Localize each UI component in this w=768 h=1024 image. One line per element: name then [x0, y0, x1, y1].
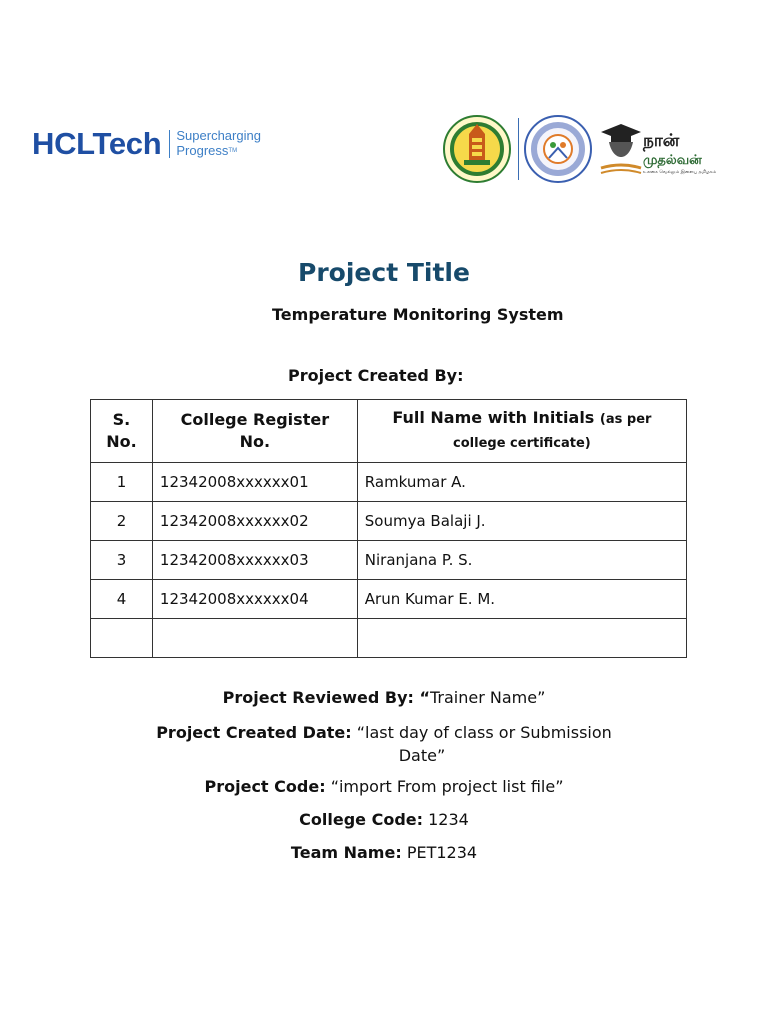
- cell-register-no: [152, 619, 357, 658]
- mudhalvan-text: முதல்வன்: [643, 153, 702, 168]
- table-row: [91, 502, 687, 541]
- cell-full-name: Soumya Balaji J.: [357, 502, 686, 541]
- header-sno: [91, 400, 153, 463]
- cell-full-name: [357, 619, 686, 658]
- naan-text: நான்: [643, 131, 680, 151]
- cell-sno: 1: [91, 463, 153, 502]
- brand-name: HCLTech: [32, 126, 162, 162]
- cell-full-name: Arun Kumar E. M.: [357, 580, 686, 619]
- header-name-main: Full Name with Initials: [392, 408, 595, 427]
- team-name-label: Team Name:: [290, 843, 402, 862]
- header-sno-line2: No.: [106, 432, 137, 451]
- header-full-name: [357, 400, 686, 463]
- cell-sno: 2: [91, 502, 153, 541]
- table-header-row: [91, 400, 687, 463]
- cell-register-no: 12342008xxxxxx01: [152, 463, 357, 502]
- cell-full-name: Ramkumar A.: [357, 463, 686, 502]
- header-name-note1: (as per: [599, 412, 652, 427]
- header-name-note2: college certificate): [453, 436, 591, 451]
- cell-register-no: 12342008xxxxxx03: [152, 541, 357, 580]
- project-code-label: Project Code:: [204, 777, 326, 796]
- brand-tm: TM: [228, 148, 238, 155]
- naan-mudhalvan-logo: [599, 118, 719, 180]
- header-register-no: [152, 400, 357, 463]
- team-name-value: PET1234: [406, 843, 478, 862]
- table-row: [91, 463, 687, 502]
- table-row: [91, 580, 687, 619]
- project-code-value: “import From project list file”: [330, 777, 564, 796]
- cell-register-no: 12342008xxxxxx02: [152, 502, 357, 541]
- table-row: [91, 619, 687, 658]
- partner-logos: [442, 114, 719, 184]
- skill-development-seal-icon: [523, 114, 593, 184]
- brand-tagline: [176, 128, 261, 159]
- cell-sno: 4: [91, 580, 153, 619]
- header-sno-line1: S.: [112, 410, 131, 429]
- table-row: [91, 541, 687, 580]
- members-table: [90, 399, 687, 658]
- cell-sno: [91, 619, 153, 658]
- naan-caption-text: உலகை வெல்லும் இளைய தமிழகம்: [643, 170, 717, 175]
- hcltech-logo: [32, 126, 261, 162]
- project-code-line: [0, 777, 768, 796]
- created-date-value-2: Date”: [398, 746, 446, 765]
- project-subtitle: Temperature Monitoring System: [272, 305, 564, 324]
- brand-tagline-line2: Progress: [176, 143, 229, 158]
- reviewed-by-value: Trainer Name”: [429, 688, 546, 707]
- tamil-nadu-emblem-icon: [442, 114, 512, 184]
- team-name-line: [0, 843, 768, 862]
- created-date-value-1: “last day of class or Submission: [356, 723, 612, 742]
- created-by-label: Project Created By:: [288, 366, 464, 385]
- page-title: Project Title: [298, 258, 470, 287]
- cell-full-name: Niranjana P. S.: [357, 541, 686, 580]
- header-reg-line1: College Register: [180, 410, 330, 429]
- header-reg-line2: No.: [239, 432, 271, 451]
- reviewed-by-line: [0, 688, 768, 707]
- cell-register-no: 12342008xxxxxx04: [152, 580, 357, 619]
- logo-divider: [518, 118, 519, 180]
- college-code-label: College Code:: [299, 810, 424, 829]
- created-date-line: [0, 721, 768, 767]
- cell-sno: 3: [91, 541, 153, 580]
- brand-tagline-line1: Supercharging: [176, 128, 261, 143]
- college-code-value: 1234: [428, 810, 469, 829]
- brand-divider: [169, 130, 170, 158]
- reviewed-by-label: Project Reviewed By: “: [222, 688, 430, 707]
- college-code-line: [0, 810, 768, 829]
- created-date-label: Project Created Date:: [156, 723, 352, 742]
